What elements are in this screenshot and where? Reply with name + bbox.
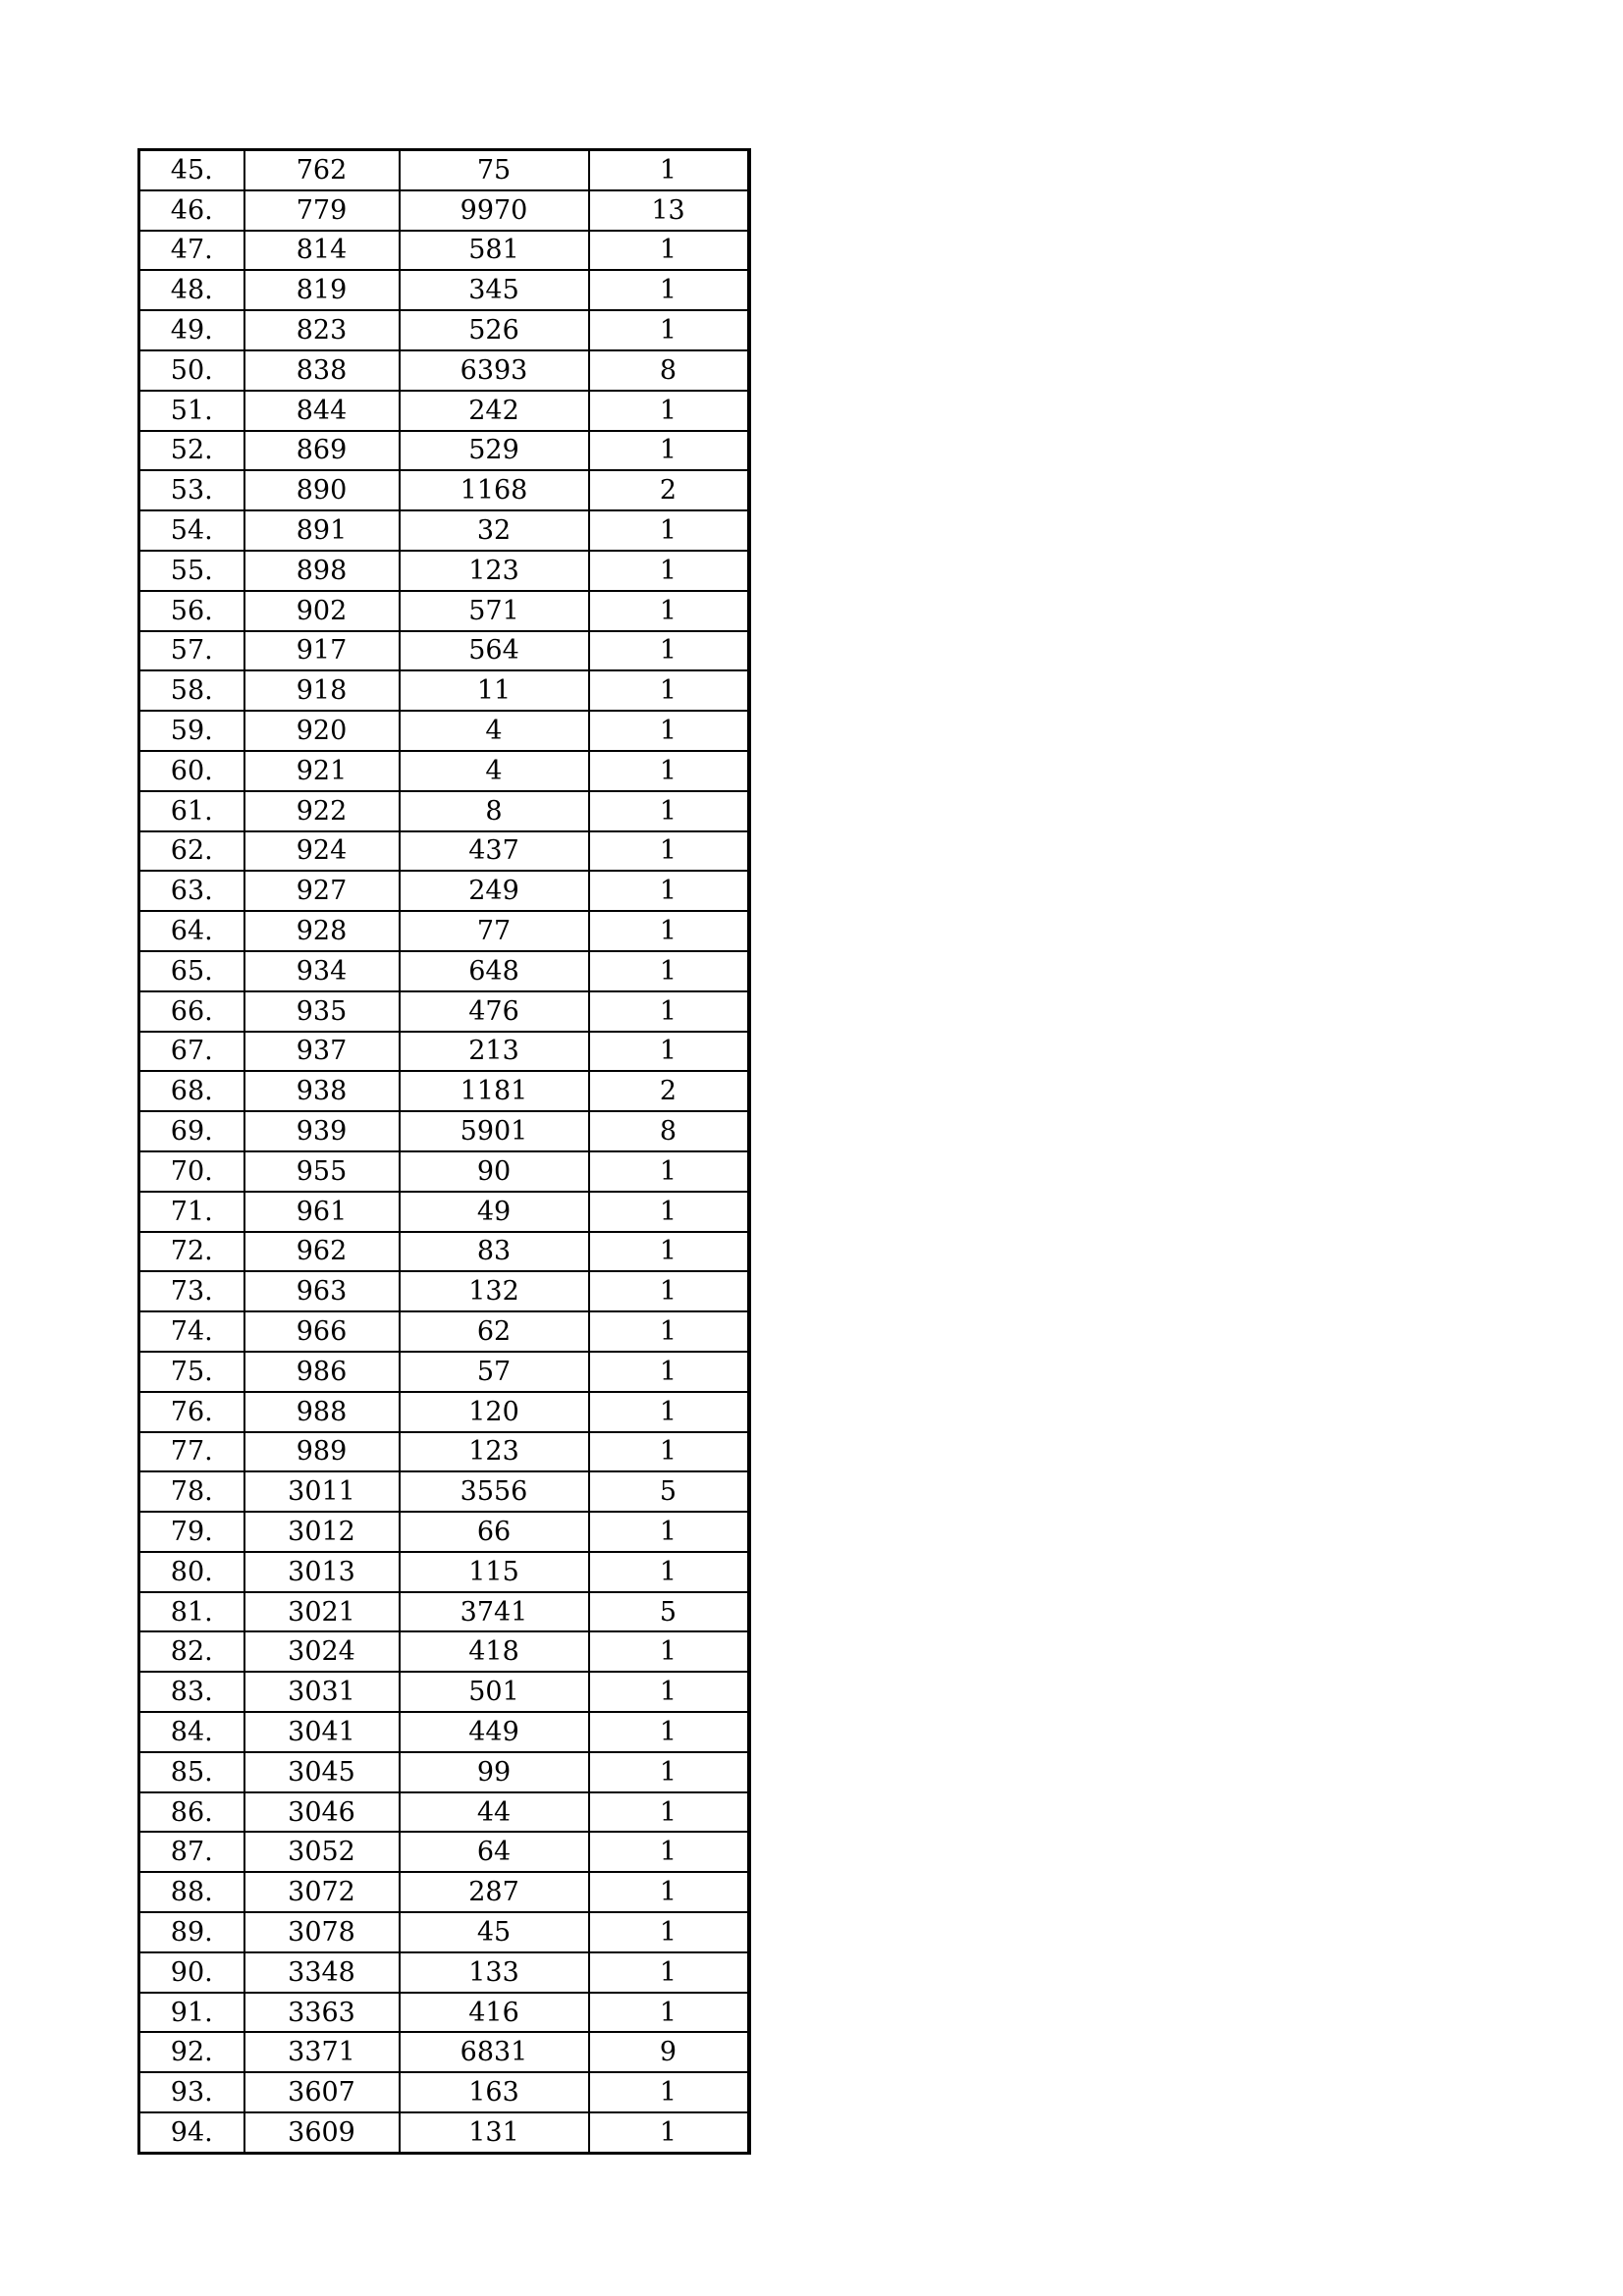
amount-cell: 437 [400, 831, 589, 872]
code-cell: 3041 [244, 1712, 400, 1752]
row-number-cell: 74. [139, 1311, 244, 1352]
row-number-cell: 65. [139, 951, 244, 991]
row-number-cell: 80. [139, 1552, 244, 1592]
table-row [139, 1592, 749, 1632]
code-cell: 961 [244, 1192, 400, 1232]
table-row [139, 2072, 749, 2112]
count-cell: 1 [589, 1232, 749, 1272]
row-number-cell: 84. [139, 1712, 244, 1752]
amount-cell: 526 [400, 310, 589, 350]
row-number-cell: 46. [139, 190, 244, 231]
amount-cell: 99 [400, 1752, 589, 1792]
table-row [139, 1993, 749, 2033]
count-cell: 1 [589, 1712, 749, 1752]
row-number-cell: 71. [139, 1192, 244, 1232]
code-cell: 3078 [244, 1912, 400, 1952]
amount-cell: 581 [400, 231, 589, 271]
code-cell: 3031 [244, 1672, 400, 1712]
row-number-cell: 68. [139, 1071, 244, 1111]
table-row [139, 1471, 749, 1512]
count-cell: 1 [589, 1432, 749, 1472]
table-row [139, 670, 749, 711]
row-number-cell: 76. [139, 1392, 244, 1432]
amount-cell: 213 [400, 1032, 589, 1072]
amount-cell: 123 [400, 1432, 589, 1472]
row-number-cell: 82. [139, 1631, 244, 1672]
amount-cell: 249 [400, 871, 589, 911]
row-number-cell: 54. [139, 510, 244, 551]
count-cell: 1 [589, 991, 749, 1032]
code-cell: 927 [244, 871, 400, 911]
code-cell: 844 [244, 391, 400, 431]
row-number-cell: 66. [139, 991, 244, 1032]
row-number-cell: 59. [139, 711, 244, 751]
row-number-cell: 79. [139, 1512, 244, 1552]
table-row [139, 431, 749, 471]
row-number-cell: 55. [139, 551, 244, 591]
row-number-cell: 81. [139, 1592, 244, 1632]
table-row [139, 350, 749, 391]
count-cell: 1 [589, 551, 749, 591]
count-cell: 1 [589, 391, 749, 431]
table-row [139, 991, 749, 1032]
table-row [139, 1712, 749, 1752]
amount-cell: 11 [400, 670, 589, 711]
row-number-cell: 58. [139, 670, 244, 711]
amount-cell: 571 [400, 591, 589, 631]
count-cell: 5 [589, 1592, 749, 1632]
row-number-cell: 62. [139, 831, 244, 872]
table-row [139, 190, 749, 231]
amount-cell: 66 [400, 1512, 589, 1552]
row-number-cell: 67. [139, 1032, 244, 1072]
table-row [139, 1912, 749, 1952]
row-number-cell: 93. [139, 2072, 244, 2112]
code-cell: 988 [244, 1392, 400, 1432]
table-row [139, 150, 749, 190]
count-cell: 1 [589, 751, 749, 791]
table-row [139, 2032, 749, 2072]
table-row [139, 1032, 749, 1072]
row-number-cell: 60. [139, 751, 244, 791]
row-number-cell: 56. [139, 591, 244, 631]
amount-cell: 77 [400, 911, 589, 951]
table-row [139, 510, 749, 551]
amount-cell: 64 [400, 1832, 589, 1872]
count-cell: 1 [589, 871, 749, 911]
table-row [139, 791, 749, 831]
count-cell: 1 [589, 591, 749, 631]
table-row [139, 831, 749, 872]
table-row [139, 911, 749, 951]
count-cell: 1 [589, 1271, 749, 1311]
count-cell: 1 [589, 1952, 749, 1993]
count-cell: 1 [589, 2072, 749, 2112]
count-cell: 1 [589, 1672, 749, 1712]
code-cell: 890 [244, 470, 400, 510]
row-number-cell: 77. [139, 1432, 244, 1472]
code-cell: 955 [244, 1151, 400, 1192]
code-cell: 3052 [244, 1832, 400, 1872]
code-cell: 963 [244, 1271, 400, 1311]
table-row [139, 310, 749, 350]
code-cell: 986 [244, 1352, 400, 1392]
row-number-cell: 86. [139, 1792, 244, 1833]
data-table [137, 148, 751, 2155]
amount-cell: 5901 [400, 1111, 589, 1151]
count-cell: 1 [589, 431, 749, 471]
code-cell: 3072 [244, 1872, 400, 1912]
count-cell: 1 [589, 231, 749, 271]
table-row [139, 2112, 749, 2153]
amount-cell: 6831 [400, 2032, 589, 2072]
count-cell: 1 [589, 791, 749, 831]
table-row [139, 951, 749, 991]
table-row [139, 270, 749, 310]
table-row [139, 1192, 749, 1232]
amount-cell: 132 [400, 1271, 589, 1311]
amount-cell: 1181 [400, 1071, 589, 1111]
count-cell: 1 [589, 2112, 749, 2153]
count-cell: 1 [589, 711, 749, 751]
table-row [139, 1071, 749, 1111]
code-cell: 3363 [244, 1993, 400, 2033]
amount-cell: 8 [400, 791, 589, 831]
count-cell: 1 [589, 831, 749, 872]
row-number-cell: 83. [139, 1672, 244, 1712]
table-row [139, 1832, 749, 1872]
code-cell: 838 [244, 350, 400, 391]
row-number-cell: 63. [139, 871, 244, 911]
amount-cell: 131 [400, 2112, 589, 2153]
count-cell: 1 [589, 310, 749, 350]
amount-cell: 345 [400, 270, 589, 310]
amount-cell: 1168 [400, 470, 589, 510]
row-number-cell: 61. [139, 791, 244, 831]
table-row [139, 591, 749, 631]
table-row [139, 1232, 749, 1272]
code-cell: 921 [244, 751, 400, 791]
amount-cell: 564 [400, 631, 589, 671]
count-cell: 1 [589, 1311, 749, 1352]
count-cell: 1 [589, 510, 749, 551]
count-cell: 8 [589, 1111, 749, 1151]
code-cell: 814 [244, 231, 400, 271]
amount-cell: 32 [400, 510, 589, 551]
amount-cell: 123 [400, 551, 589, 591]
code-cell: 924 [244, 831, 400, 872]
count-cell: 1 [589, 1832, 749, 1872]
row-number-cell: 87. [139, 1832, 244, 1872]
count-cell: 2 [589, 1071, 749, 1111]
code-cell: 938 [244, 1071, 400, 1111]
amount-cell: 9970 [400, 190, 589, 231]
amount-cell: 49 [400, 1192, 589, 1232]
code-cell: 3013 [244, 1552, 400, 1592]
count-cell: 1 [589, 150, 749, 190]
table-row [139, 1311, 749, 1352]
table-row [139, 1271, 749, 1311]
table-row [139, 631, 749, 671]
table-row [139, 1432, 749, 1472]
count-cell: 8 [589, 350, 749, 391]
count-cell: 1 [589, 1752, 749, 1792]
table-row [139, 231, 749, 271]
row-number-cell: 85. [139, 1752, 244, 1792]
table-row [139, 551, 749, 591]
code-cell: 869 [244, 431, 400, 471]
code-cell: 823 [244, 310, 400, 350]
count-cell: 1 [589, 911, 749, 951]
table-row [139, 1752, 749, 1792]
code-cell: 779 [244, 190, 400, 231]
row-number-cell: 90. [139, 1952, 244, 1993]
count-cell: 2 [589, 470, 749, 510]
amount-cell: 3556 [400, 1471, 589, 1512]
code-cell: 3371 [244, 2032, 400, 2072]
amount-cell: 242 [400, 391, 589, 431]
count-cell: 1 [589, 270, 749, 310]
code-cell: 819 [244, 270, 400, 310]
row-number-cell: 89. [139, 1912, 244, 1952]
count-cell: 9 [589, 2032, 749, 2072]
count-cell: 1 [589, 1352, 749, 1392]
amount-cell: 45 [400, 1912, 589, 1952]
table-row [139, 391, 749, 431]
amount-cell: 449 [400, 1712, 589, 1752]
count-cell: 1 [589, 1792, 749, 1833]
row-number-cell: 70. [139, 1151, 244, 1192]
table-row [139, 1352, 749, 1392]
count-cell: 1 [589, 1512, 749, 1552]
code-cell: 989 [244, 1432, 400, 1472]
count-cell: 1 [589, 1192, 749, 1232]
row-number-cell: 78. [139, 1471, 244, 1512]
count-cell: 1 [589, 951, 749, 991]
table-row [139, 1872, 749, 1912]
amount-cell: 529 [400, 431, 589, 471]
amount-cell: 418 [400, 1631, 589, 1672]
count-cell: 1 [589, 1993, 749, 2033]
table-row [139, 1672, 749, 1712]
code-cell: 939 [244, 1111, 400, 1151]
count-cell: 1 [589, 1872, 749, 1912]
code-cell: 3607 [244, 2072, 400, 2112]
count-cell: 1 [589, 1912, 749, 1952]
row-number-cell: 50. [139, 350, 244, 391]
amount-cell: 75 [400, 150, 589, 190]
code-cell: 3021 [244, 1592, 400, 1632]
row-number-cell: 72. [139, 1232, 244, 1272]
row-number-cell: 94. [139, 2112, 244, 2153]
amount-cell: 476 [400, 991, 589, 1032]
table-row [139, 1392, 749, 1432]
code-cell: 935 [244, 991, 400, 1032]
amount-cell: 163 [400, 2072, 589, 2112]
code-cell: 918 [244, 670, 400, 711]
amount-cell: 501 [400, 1672, 589, 1712]
amount-cell: 416 [400, 1993, 589, 2033]
table-row [139, 1111, 749, 1151]
amount-cell: 120 [400, 1392, 589, 1432]
table-row [139, 1552, 749, 1592]
amount-cell: 4 [400, 751, 589, 791]
row-number-cell: 88. [139, 1872, 244, 1912]
amount-cell: 44 [400, 1792, 589, 1833]
amount-cell: 83 [400, 1232, 589, 1272]
row-number-cell: 92. [139, 2032, 244, 2072]
row-number-cell: 52. [139, 431, 244, 471]
code-cell: 3046 [244, 1792, 400, 1833]
amount-cell: 648 [400, 951, 589, 991]
count-cell: 1 [589, 1631, 749, 1672]
amount-cell: 62 [400, 1311, 589, 1352]
code-cell: 3045 [244, 1752, 400, 1792]
code-cell: 902 [244, 591, 400, 631]
code-cell: 898 [244, 551, 400, 591]
count-cell: 1 [589, 1151, 749, 1192]
code-cell: 891 [244, 510, 400, 551]
amount-cell: 90 [400, 1151, 589, 1192]
row-number-cell: 64. [139, 911, 244, 951]
row-number-cell: 75. [139, 1352, 244, 1392]
amount-cell: 115 [400, 1552, 589, 1592]
code-cell: 962 [244, 1232, 400, 1272]
table-row [139, 1631, 749, 1672]
count-cell: 1 [589, 1552, 749, 1592]
row-number-cell: 49. [139, 310, 244, 350]
code-cell: 917 [244, 631, 400, 671]
amount-cell: 4 [400, 711, 589, 751]
row-number-cell: 48. [139, 270, 244, 310]
code-cell: 922 [244, 791, 400, 831]
count-cell: 1 [589, 631, 749, 671]
code-cell: 966 [244, 1311, 400, 1352]
count-cell: 1 [589, 670, 749, 711]
code-cell: 928 [244, 911, 400, 951]
code-cell: 937 [244, 1032, 400, 1072]
code-cell: 934 [244, 951, 400, 991]
amount-cell: 287 [400, 1872, 589, 1912]
code-cell: 3348 [244, 1952, 400, 1993]
amount-cell: 6393 [400, 350, 589, 391]
table-row [139, 711, 749, 751]
table-row [139, 1512, 749, 1552]
table-row [139, 1952, 749, 1993]
table-row [139, 470, 749, 510]
row-number-cell: 57. [139, 631, 244, 671]
amount-cell: 57 [400, 1352, 589, 1392]
count-cell: 13 [589, 190, 749, 231]
row-number-cell: 53. [139, 470, 244, 510]
amount-cell: 133 [400, 1952, 589, 1993]
table-row [139, 1792, 749, 1833]
table-body [139, 150, 749, 2154]
row-number-cell: 47. [139, 231, 244, 271]
row-number-cell: 51. [139, 391, 244, 431]
code-cell: 3609 [244, 2112, 400, 2153]
table-row [139, 751, 749, 791]
row-number-cell: 45. [139, 150, 244, 190]
amount-cell: 3741 [400, 1592, 589, 1632]
table-row [139, 1151, 749, 1192]
code-cell: 3024 [244, 1631, 400, 1672]
count-cell: 5 [589, 1471, 749, 1512]
row-number-cell: 69. [139, 1111, 244, 1151]
code-cell: 3012 [244, 1512, 400, 1552]
code-cell: 920 [244, 711, 400, 751]
code-cell: 762 [244, 150, 400, 190]
table-row [139, 871, 749, 911]
row-number-cell: 73. [139, 1271, 244, 1311]
count-cell: 1 [589, 1392, 749, 1432]
code-cell: 3011 [244, 1471, 400, 1512]
count-cell: 1 [589, 1032, 749, 1072]
row-number-cell: 91. [139, 1993, 244, 2033]
